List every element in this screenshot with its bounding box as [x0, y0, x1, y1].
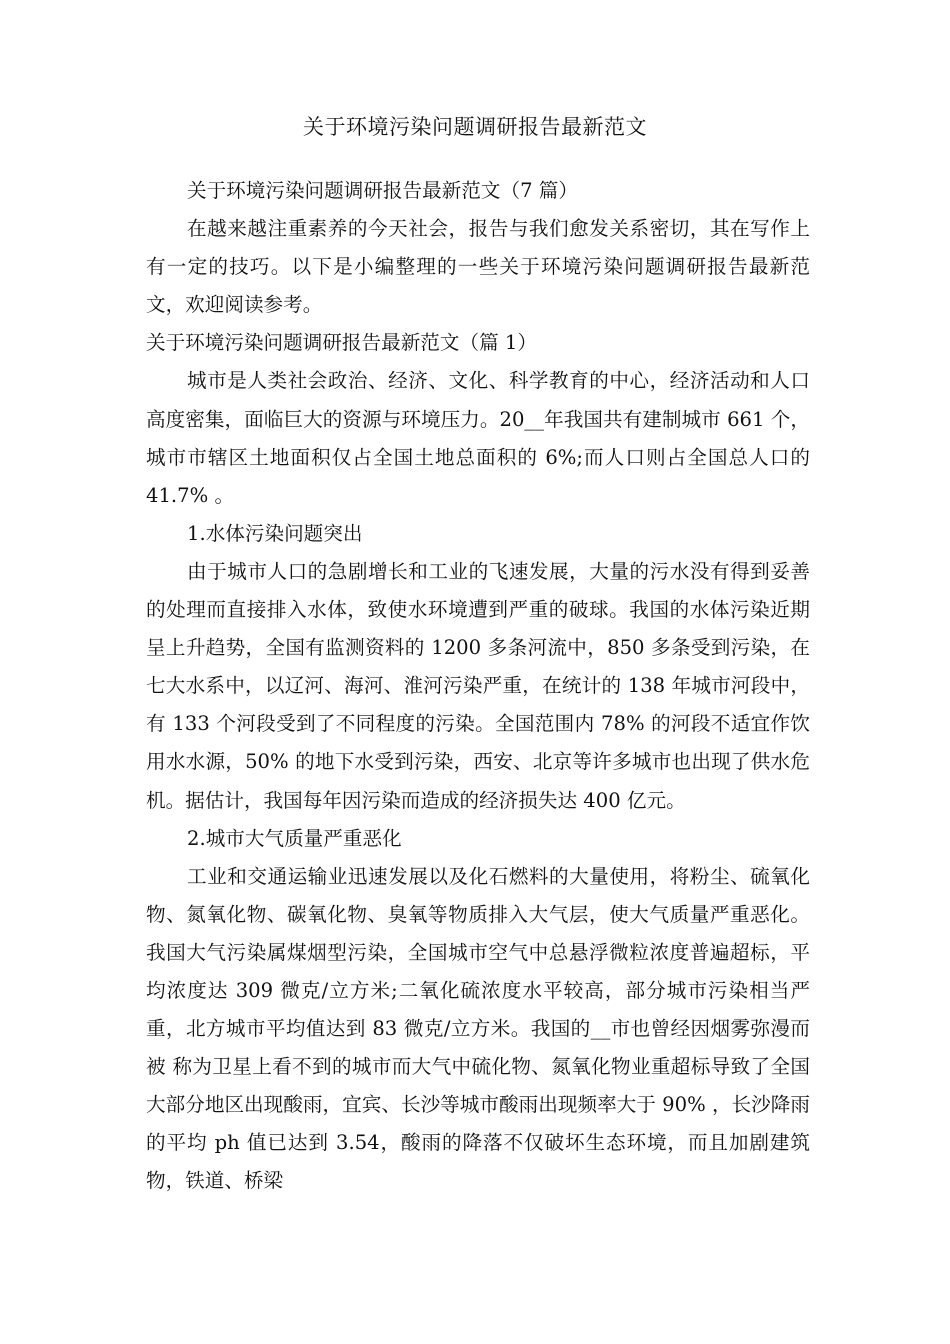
document-body	[146, 172, 810, 1201]
water-pollution-paragraph: 由于城市人口的急剧增长和工业的飞速发展，大量的污水没有得到妥善的处理而直接排入水体，致使水环境遭到严重的破球。我国的水体污染近期呈上升趋势，全国有监测资料的 1200 多条河流中，850 多条受到污染，在七大水系中，以辽河、海河、淮河污染严重，在统计的 138 年城市河段中，有 133 个河段受到了不同程度的污染。全国范围内 78% 的河段不适宜作饮用水水源，50% 的地下水受到污染，西安、北京等许多城市也出现了供水危机。据估计，我国每年因污染而造成的经济损失达 400 亿元。	[146, 559, 810, 812]
document-subtitle: 关于环境污染问题调研报告最新范文（7 篇）	[187, 179, 578, 202]
intro-paragraph: 在越来越注重素养的今天社会，报告与我们愈发关系密切，其在写作上有一定的技巧。以下是小编整理的一些关于环境污染问题调研报告最新范文，欢迎阅读参考。	[146, 217, 810, 317]
city-paragraph: 城市是人类社会政治、经济、文化、科学教育的中心，经济活动和人口高度密集，面临巨大的资源与环境压力。20__年我国共有建制城市 661 个，城市市辖区土地面积仅占全国土地总面积的 6%;而人口则占全国总人口的 41.7% 。	[146, 369, 810, 507]
section-heading-air: 2.城市大气质量严重恶化	[187, 826, 402, 850]
document-title: 关于环境污染问题调研报告最新范文	[303, 115, 647, 139]
article-heading: 关于环境污染问题调研报告最新范文（篇 1）	[146, 331, 537, 355]
air-pollution-paragraph: 工业和交通运输业迅速发展以及化石燃料的大量使用，将粉尘、硫氧化物、氮氧化物、碳氧化物、臭氧等物质排入大气层，使大气质量严重恶化。我国大气污染属煤烟型污染，全国城市空气中总悬浮微粒浓度普遍超标，平均浓度达 309 微克/立方米;二氧化硫浓度水平较高，部分城市污染相当严重，北方城市平均值达到 83 微克/立方米。我国的__市也曾经因烟雾弥漫而被 称为卫星上看不到的城市而大气中硫化物、氮氧化物业重超标导致了全国大部分地区出现酸雨，宜宾、长沙等城市酸雨出现频率大于 90% ，长沙降雨的平均 ph 值已达到 3.54，酸雨的降落不仅破坏生态环境，而且加剧建筑物，铁道、桥梁	[146, 864, 810, 1193]
section-heading-water: 1.水体污染问题突出	[187, 521, 363, 545]
